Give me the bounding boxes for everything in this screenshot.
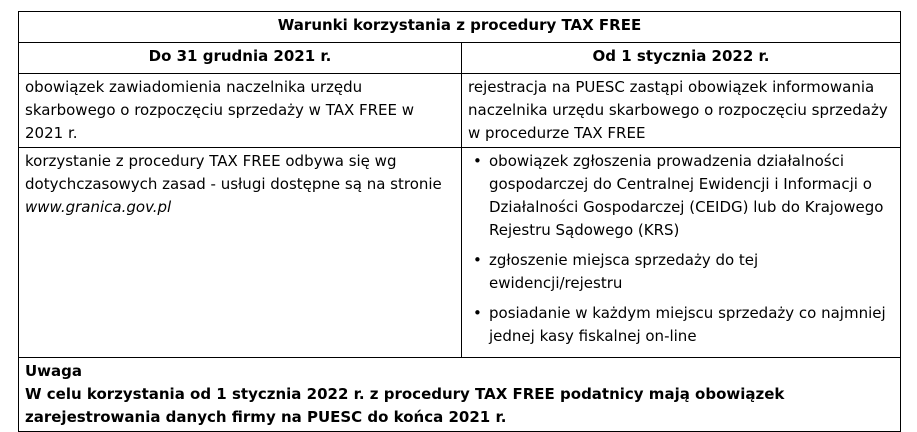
list-item — [473, 249, 894, 302]
table-row — [19, 148, 901, 358]
tax-free-conditions-table — [18, 11, 901, 432]
column-header-from-2022: Od 1 stycznia 2022 r. — [462, 43, 901, 74]
list-item-text: zgłoszenie miejsca sprzedaży do tej ewidencji/rejestru — [489, 251, 759, 292]
row1-right-cell: rejestracja na PUESC zastąpi obowiązek informowania naczelnika urzędu skarbowego o rozpoczęciu sprzedaży w procedurze TAX FREE — [462, 74, 901, 148]
granica-website-link[interactable]: www.granica.gov.pl — [25, 198, 172, 216]
note-cell — [19, 358, 901, 432]
note-line-2: zarejestrowania danych firmy na PUESC do końca 2021 r. — [25, 408, 507, 426]
note-row — [19, 358, 901, 432]
bullet-icon: • — [473, 152, 482, 170]
table-title: Warunki korzystania z procedury TAX FREE — [19, 12, 901, 43]
list-item-text: posiadanie w każdym miejscu sprzedaży co najmniej jednej kasy fiskalnej on-line — [489, 304, 886, 345]
row2-left-text: korzystanie z procedury TAX FREE odbywa się wg dotychczasowych zasad - usługi dostępne są na stronie — [25, 152, 442, 193]
row2-left-cell — [19, 148, 462, 358]
requirements-list — [468, 150, 894, 355]
table-title-row — [19, 12, 901, 43]
tax-free-table-container — [18, 11, 900, 432]
note-heading: Uwaga — [25, 362, 83, 380]
column-header-row — [19, 43, 901, 74]
table-row — [19, 74, 901, 148]
bullet-icon: • — [473, 251, 482, 269]
row2-right-cell — [462, 148, 901, 358]
bullet-icon: • — [473, 304, 482, 322]
column-header-before-2022: Do 31 grudnia 2021 r. — [19, 43, 462, 74]
row1-left-cell: obowiązek zawiadomienia naczelnika urzędu skarbowego o rozpoczęciu sprzedaży w TAX FREE w 2021 r. — [19, 74, 462, 148]
list-item-text: obowiązek zgłoszenia prowadzenia działalności gospodarczej do Centralnej Ewidencji i Informacji o Działalności Gospodarczej (CEIDG) lub do Krajowego Rejestru Sądowego (KRS) — [489, 152, 884, 239]
list-item — [473, 150, 894, 249]
list-item — [473, 302, 894, 355]
note-line-1: W celu korzystania od 1 stycznia 2022 r. z procedury TAX FREE podatnicy mają obowiązek — [25, 385, 785, 403]
